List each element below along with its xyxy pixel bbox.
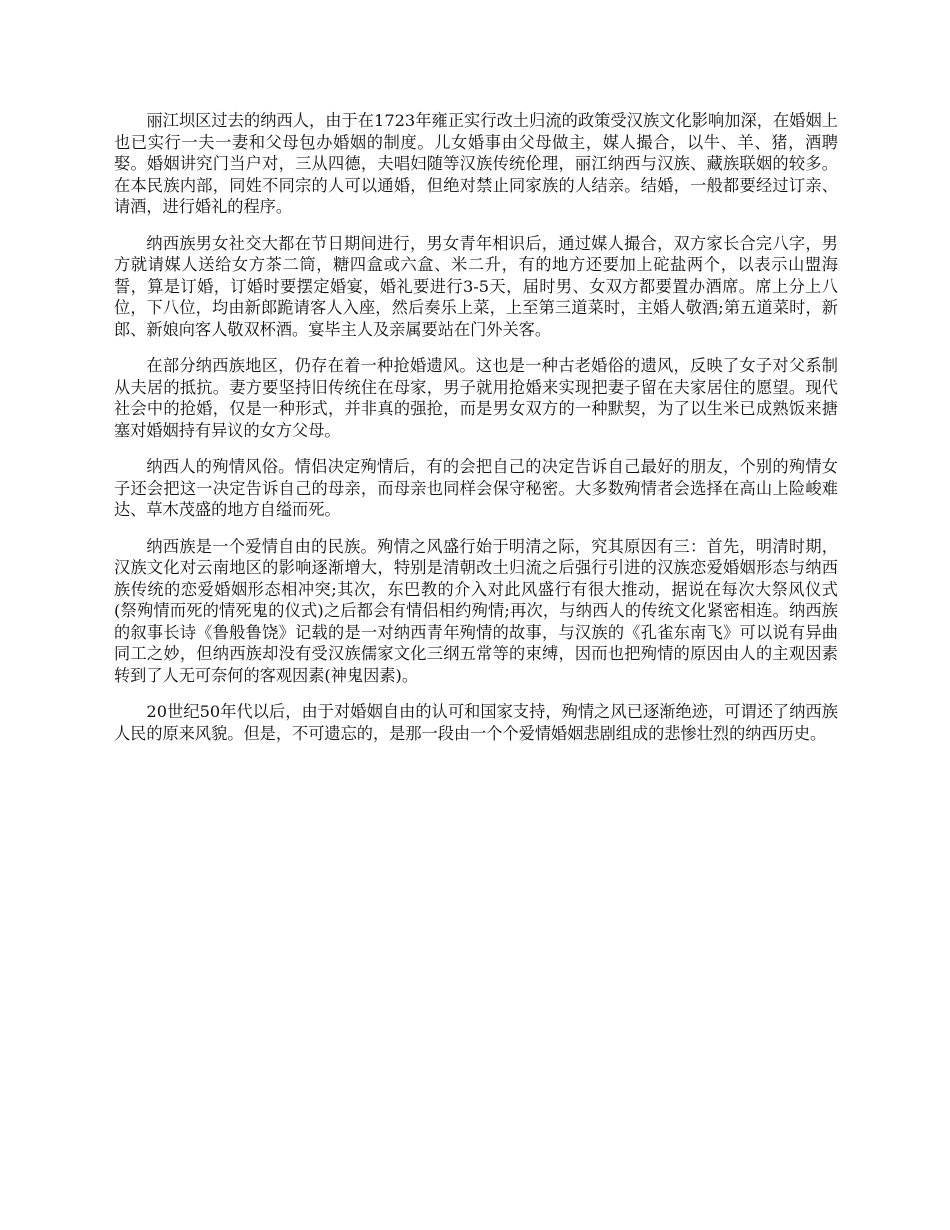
paragraph-marriage-system: 丽江坝区过去的纳西人，由于在1723年雍正实行改土归流的政策受汉族文化影响加深，在婚姻上也已实行一夫一妻和父母包办婚姻的制度。儿女婚事由父母做主，媒人撮合，以牛、羊、猪，酒聘娶。婚姻讲究门当户对，三从四德，夫唱妇随等汉族传统伦理，丽江纳西与汉族、藏族联姻的较多。在本民族内部，同姓不同宗的人可以通婚，但绝对禁止同家族的人结亲。结婚，一般都要经过订亲、请酒，进行婚礼的程序。 <box>114 111 838 216</box>
document-body <box>114 110 838 759</box>
paragraph-love-suicide-custom: 纳西人的殉情风俗。情侣决定殉情后，有的会把自己的决定告诉自己最好的朋友，个别的殉情女子还会把这一决定告诉自己的母亲，而母亲也同样会保守秘密。大多数殉情者会选择在高山上险峻难达、草木茂盛的地方自缢而死。 <box>114 457 838 519</box>
paragraph-bride-capture: 在部分纳西族地区，仍存在着一种抢婚遗风。这也是一种古老婚俗的遗风，反映了女子对父系制从夫居的抵抗。妻方要坚持旧传统住在母家，男子就用抢婚来实现把妻子留在夫家居住的愿望。现代社会中的抢婚，仅是一种形式，并非真的强抢，而是男女双方的一种默契，为了以生米已成熟饭来搪塞对婚姻持有异议的女方父母。 <box>114 356 838 440</box>
paragraph-engagement-wedding: 纳西族男女社交大都在节日期间进行，男女青年相识后，通过媒人撮合，双方家长合完八字，男方就请媒人送给女方茶二筒，糖四盒或六盒、米二升，有的地方还要加上砣盐两个，以表示山盟海誓，算是订婚，订婚时要摆定婚宴，婚礼要进行3-5天，届时男、女双方都要置办酒席。席上分上八位，下八位，均由新郎跪请客人入座，然后奏乐上菜，上至第三道菜时，主婚人敬酒;第五道菜时，新郎、新娘向客人敬双杯酒。宴毕主人及亲属要站在门外关客。 <box>114 233 838 339</box>
paragraph-modern-era: 20世纪50年代以后，由于对婚姻自由的认可和国家支持，殉情之风已逐渐绝迹，可谓还了纳西族人民的原来风貌。但是，不可遗忘的，是那一段由一个个爱情婚姻悲剧组成的悲惨壮烈的纳西历史。 <box>114 702 838 743</box>
paragraph-love-suicide-causes: 纳西族是一个爱情自由的民族。殉情之风盛行始于明清之际，究其原因有三：首先，明清时期，汉族文化对云南地区的影响逐渐增大，特别是清朝改土归流之后强行引进的汉族恋爱婚姻形态与纳西族传统的恋爱婚姻形态相冲突;其次，东巴教的介入对此风盛行有很大推动，据说在每次大祭风仪式(祭殉情而死的情死鬼的仪式)之后都会有情侣相约殉情;再次，与纳西人的传统文化紧密相连。纳西族的叙事长诗《鲁般鲁饶》记载的是一对纳西青年殉情的故事，与汉族的《孔雀东南飞》可以说有异曲同工之妙，但纳西族却没有受汉族儒家文化三纲五常等的束缚，因而也把殉情的原因由人的主观因素转到了人无可奈何的客观因素(神鬼因素)。 <box>114 536 838 685</box>
